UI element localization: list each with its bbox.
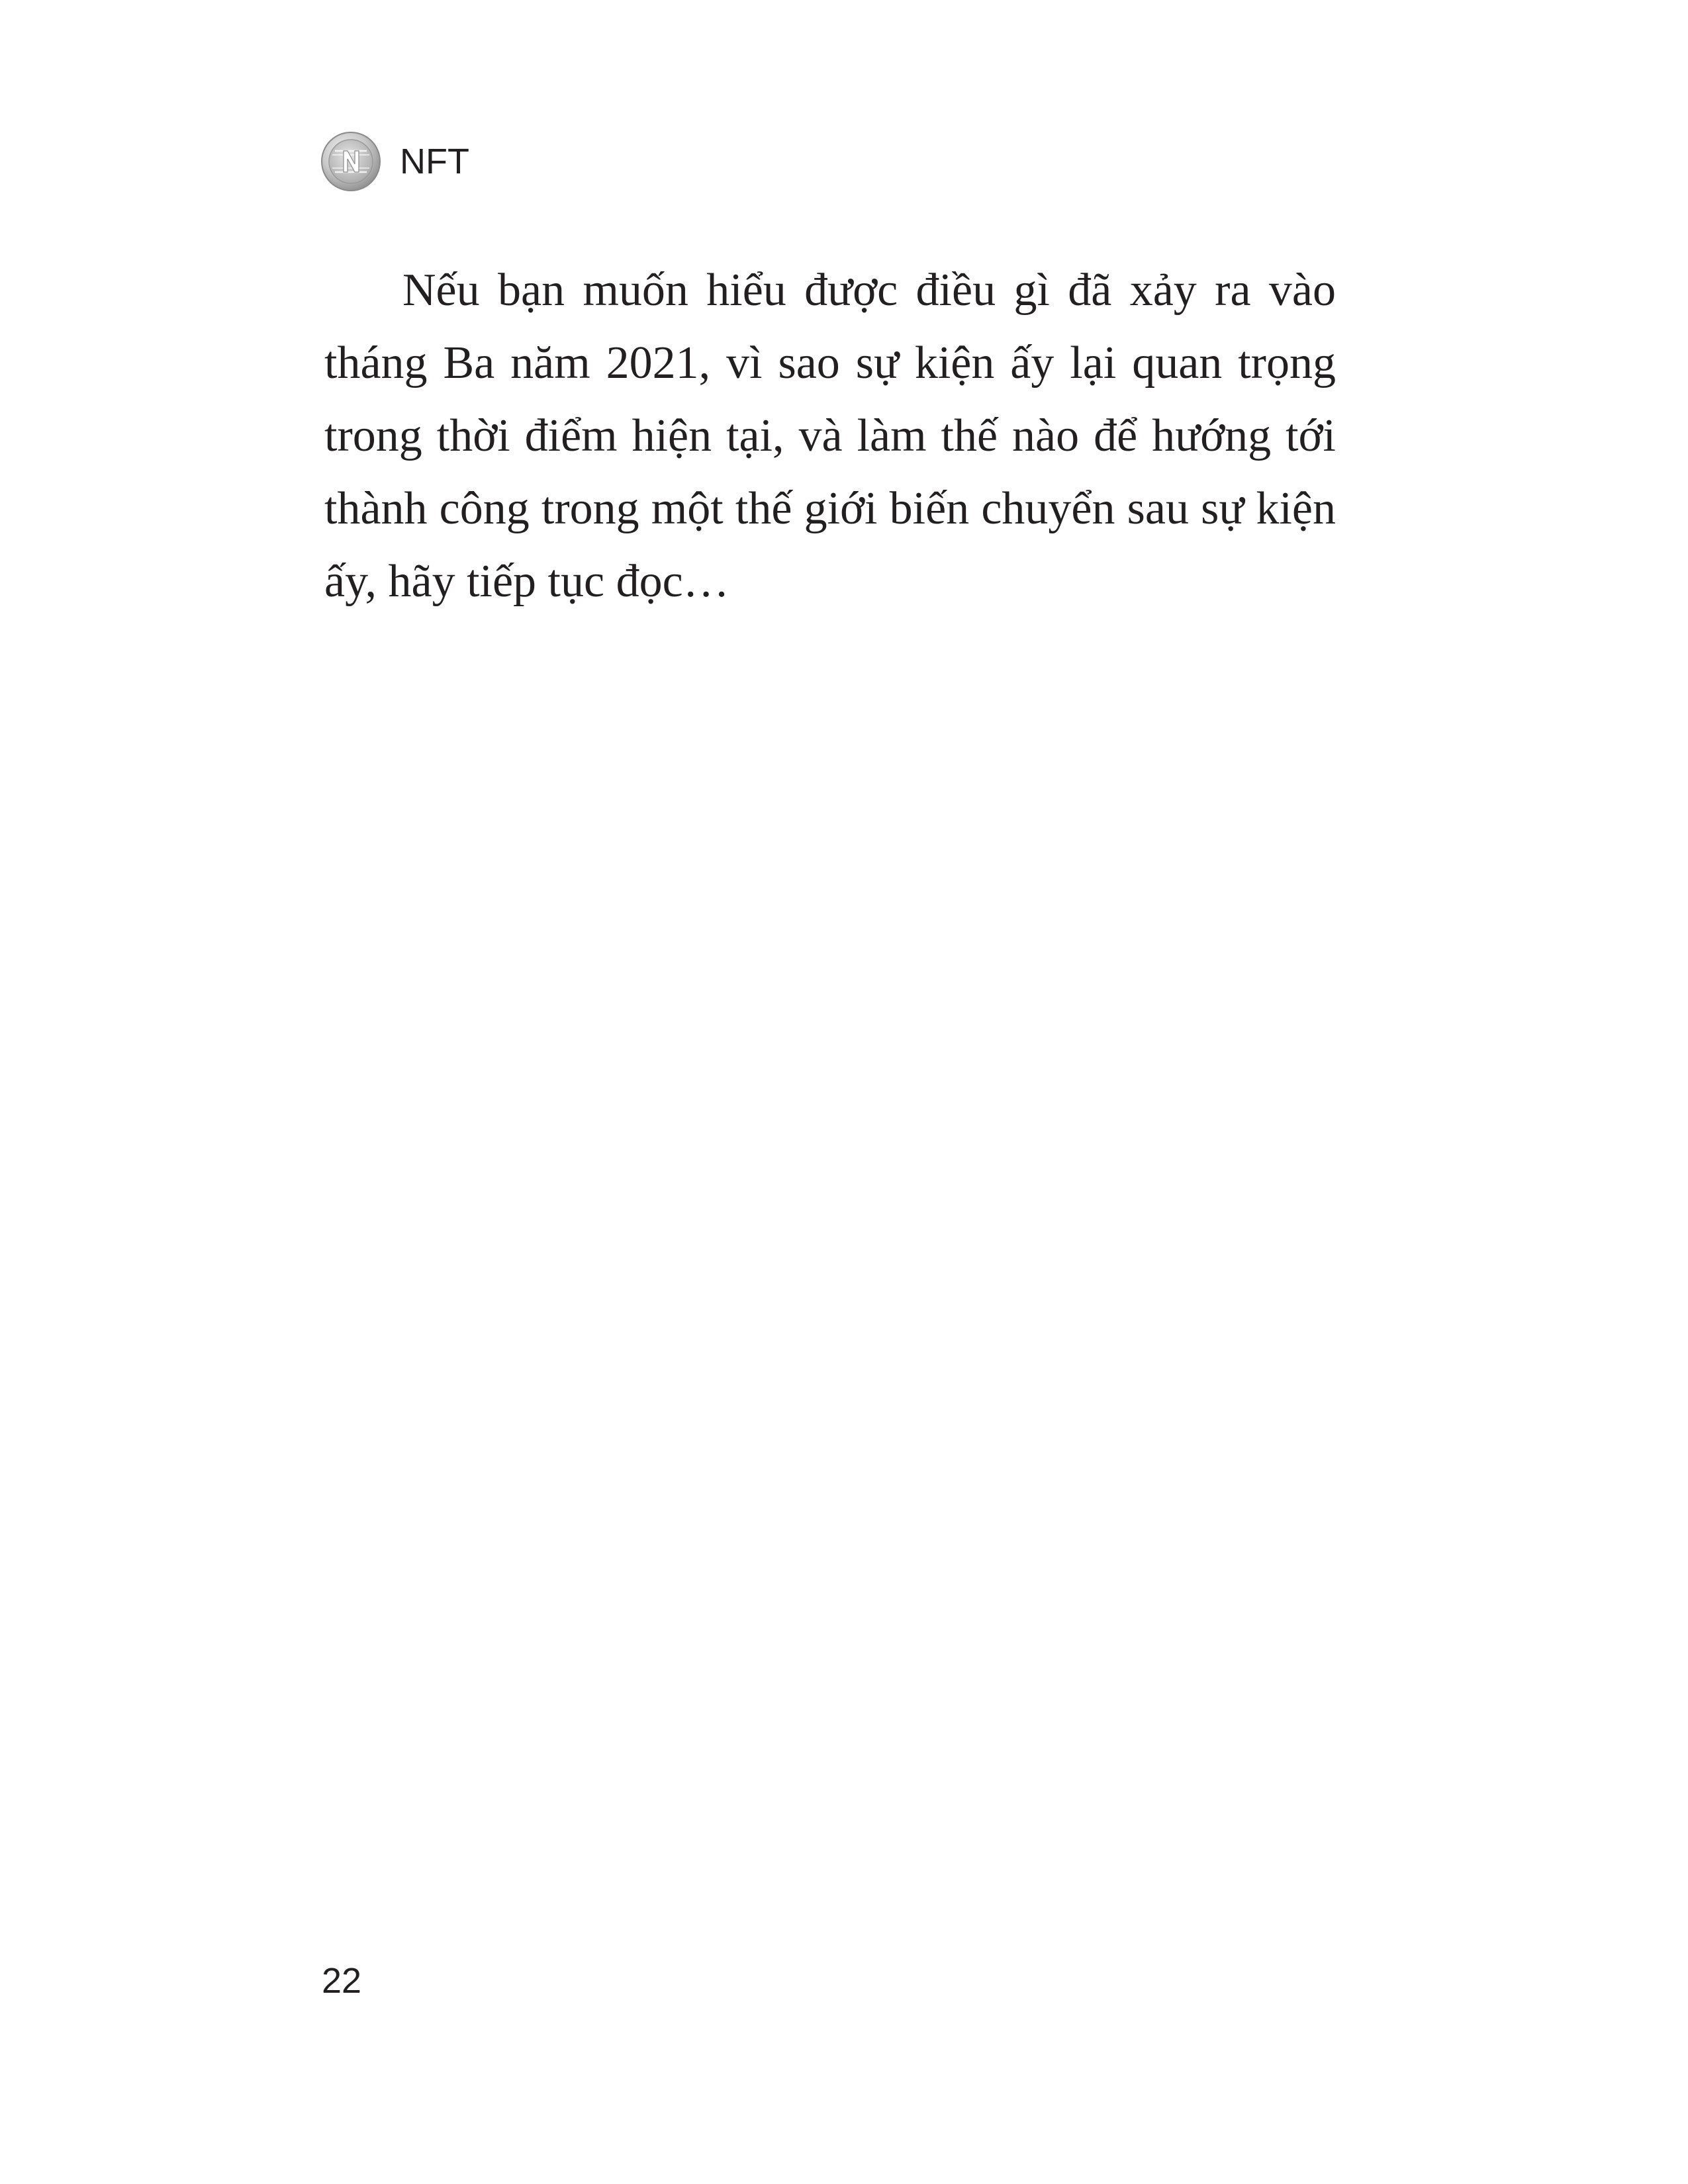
page-number: 22 [322, 1961, 362, 2001]
body-paragraph: Nếu bạn muốn hiểu được điều gì đã xảy ra vào tháng Ba năm 2021, vì sao sự kiện ấy lại quan trọng trong thời điểm hiện tại, và làm thế nào để hướng tới thành công trong một thế giới biến chuyển sau sự kiện ấy, hãy tiếp tục đọc… [324, 265, 1336, 607]
running-header [320, 131, 469, 192]
running-header-title: NFT [400, 142, 469, 181]
nft-coin-icon [320, 131, 381, 192]
